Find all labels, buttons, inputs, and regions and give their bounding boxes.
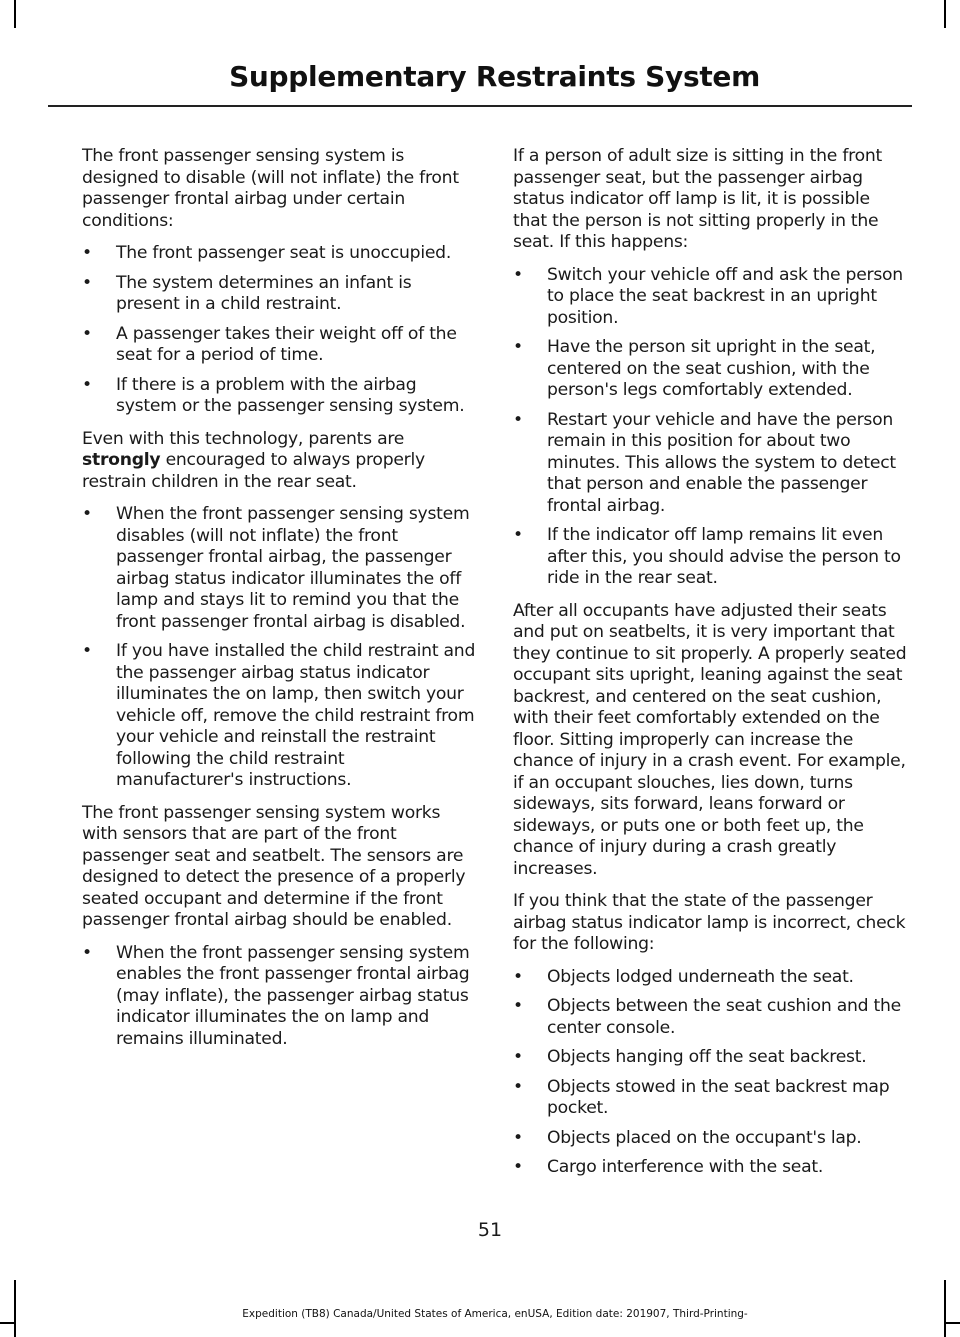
- list-item: • If there is a problem with the airbag system or the passenger sensing system.: [82, 374, 465, 416]
- adult-steps-list: [513, 265, 907, 590]
- bullet-icon: •: [82, 942, 92, 963]
- list-item: • Objects lodged underneath the seat.: [513, 966, 854, 987]
- list-item: • Objects placed on the occupant's lap.: [513, 1127, 862, 1148]
- bullet-icon: •: [513, 264, 523, 285]
- bullet-icon: •: [513, 1047, 523, 1067]
- list-item: • Objects stowed in the seat backrest map pocket.: [513, 1076, 890, 1118]
- bullet-icon: •: [513, 1076, 523, 1097]
- bullet-icon: •: [82, 641, 92, 661]
- crop-mark-bottom-left-horizontal: [0, 1322, 14, 1324]
- list-item: • If you have installed the child restraint and the passenger airbag status indicator illuminates the on lamp, then switch your vehicle off, remove the child restraint from your vehicle and reinstall the restraint following the child restraint manufacturer's instructions.: [82, 641, 476, 790]
- list-item: • Restart your vehicle and have the person remain in this position for about two minutes. This allows the system to detect that person and enable the passenger frontal airbag.: [513, 409, 896, 516]
- list-item: • Switch your vehicle off and ask the person to place the seat backrest in an upright position.: [513, 264, 903, 328]
- page-title: Supplementary Restraints System: [229, 60, 760, 93]
- list-item: • The system determines an infant is present in a child restraint.: [82, 272, 412, 314]
- intro-paragraph: The front passenger sensing system is designed to disable (will not inflate) the front passenger frontal airbag under certain conditions:: [82, 146, 459, 231]
- crop-mark-top-left: [14, 0, 16, 28]
- list-item: • Objects hanging off the seat backrest.: [513, 1047, 867, 1067]
- check-intro-paragraph: If you think that the state of the passenger airbag status indicator lamp is incorrect, check for the following:: [513, 891, 906, 954]
- enable-notes-list: [82, 943, 476, 1051]
- footer-edition-info: Expedition (TB8) Canada/United States of America, enUSA, Edition date: 201907, Third-Printing-: [242, 1308, 748, 1320]
- crop-mark-bottom-right-horizontal: [946, 1322, 960, 1324]
- bullet-icon: •: [82, 323, 92, 344]
- list-item: • If the indicator off lamp remains lit even after this, you should advise the person to ride in the rear seat.: [513, 525, 901, 588]
- check-objects-list: [513, 967, 907, 1179]
- list-item: • When the front passenger sensing system disables (will not inflate) the front passenger frontal airbag, the passenger airbag status indicator illuminates the off lamp and stays lit to remind you that the front passenger frontal airbag is disabled.: [82, 504, 470, 632]
- list-item: • Cargo interference with the seat.: [513, 1157, 824, 1177]
- header-divider: [48, 105, 912, 107]
- bullet-icon: •: [513, 996, 523, 1016]
- bullet-icon: •: [82, 272, 92, 293]
- bullet-icon: •: [513, 525, 523, 545]
- disable-conditions-list: [82, 243, 476, 418]
- bullet-icon: •: [513, 409, 523, 430]
- bullet-icon: •: [513, 1157, 523, 1177]
- list-item: • When the front passenger sensing system enables the front passenger frontal airbag (may inflate), the passenger airbag status indicator illuminates the on lamp and remains illuminated.: [82, 942, 470, 1049]
- bullet-icon: •: [82, 504, 92, 524]
- list-item: • The front passenger seat is unoccupied.: [82, 243, 452, 263]
- bullet-icon: •: [513, 337, 523, 357]
- seating-paragraph: After all occupants have adjusted their seats and put on seatbelts, it is very important that they continue to sit properly. A properly seated occupant sits upright, leaning against the seat backrest, and centered on the seat cushion, with their feet comfortably extended on the floor. Sitting improperly can increase the chance of injury in a crash event. For example, if an occupant slouches, lies down, turns sideways, sits forward, leans forward or sideways, or puts one or both feet up, the chance of injury during a crash greatly increases.: [513, 600, 907, 879]
- list-item: • Objects between the seat cushion and the center console.: [513, 996, 901, 1038]
- bullet-icon: •: [82, 374, 92, 395]
- emphasis-strongly: strongly: [82, 450, 161, 470]
- sensors-paragraph: The front passenger sensing system works with sensors that are part of the front passenger seat and seatbelt. The sensors are designed to detect the presence of a properly seated occupant and determine if the front passenger frontal airbag should be enabled.: [82, 802, 466, 930]
- list-item: • A passenger takes their weight off of the seat for a period of time.: [82, 323, 457, 365]
- bullet-icon: •: [82, 243, 92, 263]
- adult-size-paragraph: If a person of adult size is sitting in the front passenger seat, but the passenger airbag status indicator off lamp is lit, it is possible that the person is not sitting properly in the seat. If this happens:: [513, 146, 882, 252]
- technology-paragraph: Even with this technology, parents are strongly encouraged to always properly restrain children in the rear seat.: [82, 428, 425, 492]
- bullet-icon: •: [513, 966, 523, 987]
- left-column: [82, 146, 476, 1061]
- right-column: [513, 146, 907, 1190]
- page-number: 51: [477, 1219, 503, 1241]
- bullet-icon: •: [513, 1127, 523, 1148]
- list-item: • Have the person sit upright in the seat, centered on the seat cushion, with the person's legs comfortably extended.: [513, 337, 876, 400]
- crop-mark-top-right: [944, 0, 946, 28]
- indicator-notes-list: [82, 504, 476, 792]
